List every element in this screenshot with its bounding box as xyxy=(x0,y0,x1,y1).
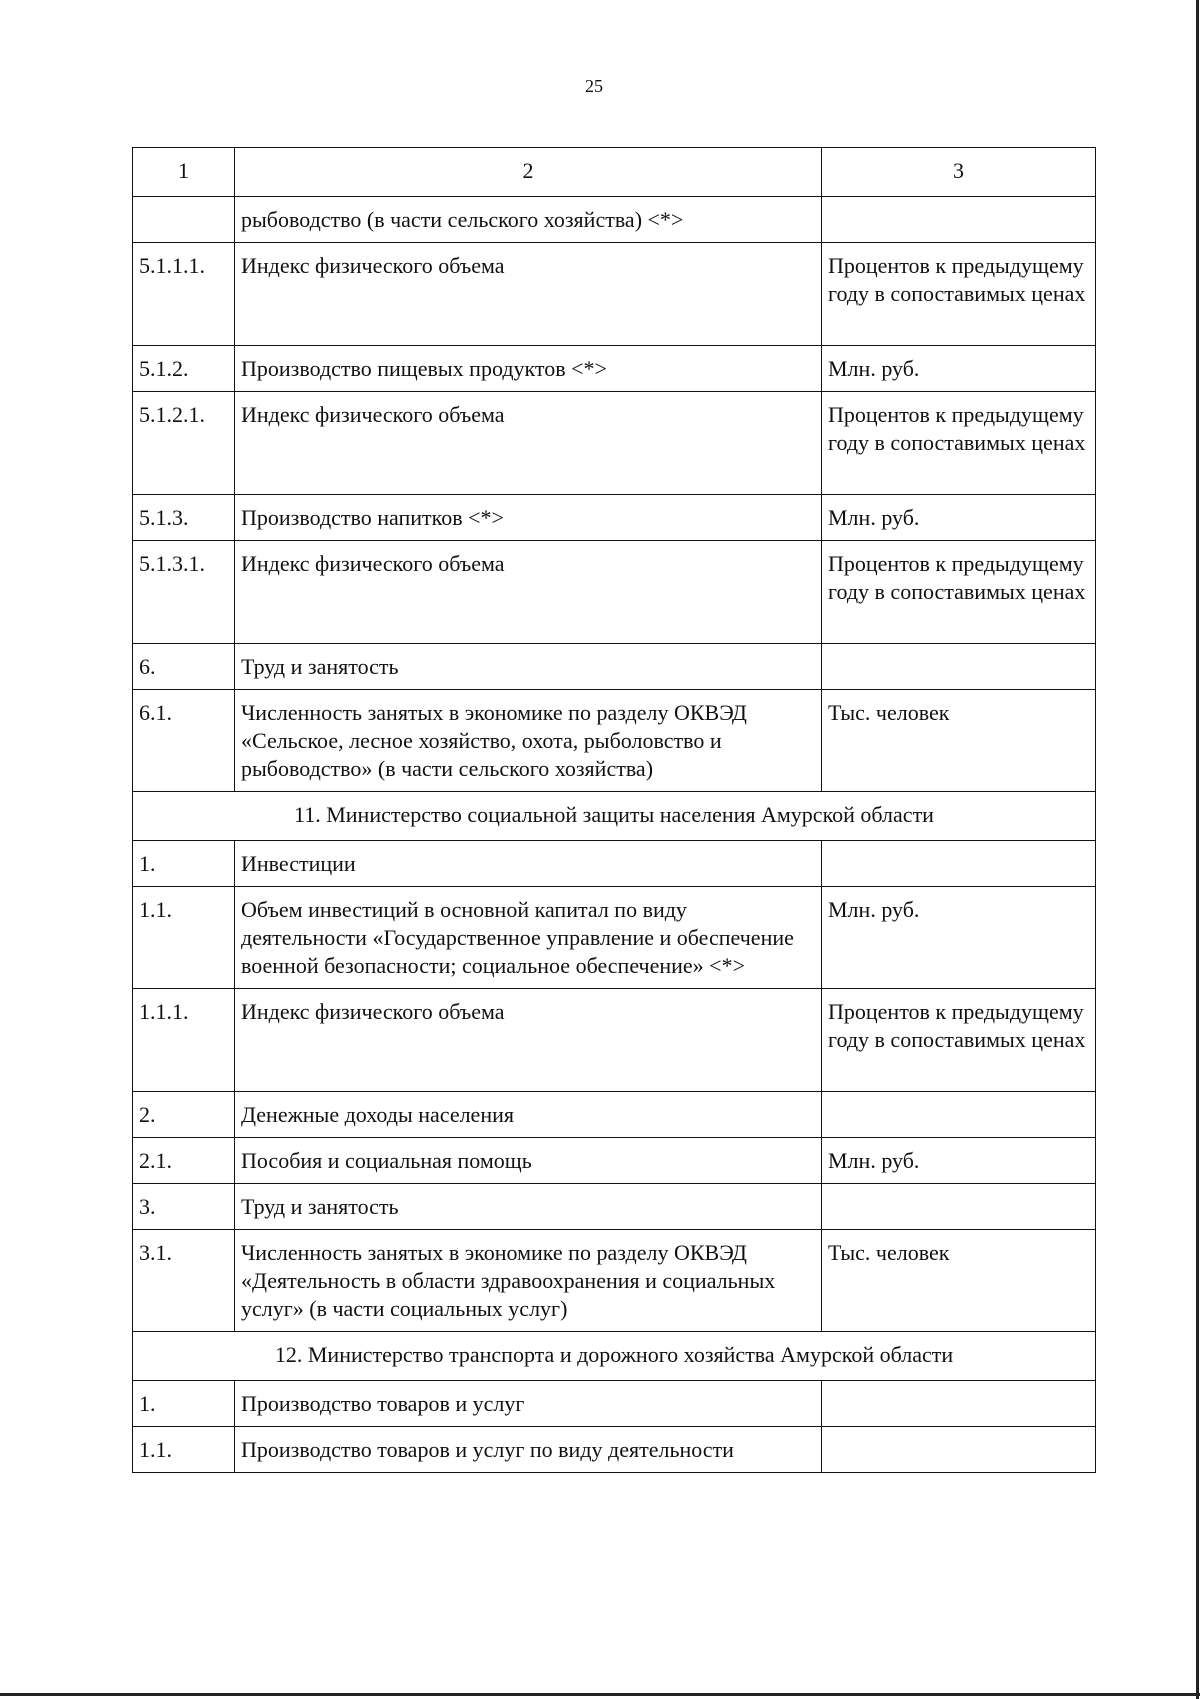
row-number: 5.1.2.1. xyxy=(133,392,235,495)
table-row xyxy=(133,392,1096,495)
row-number: 6.1. xyxy=(133,690,235,792)
row-number: 1. xyxy=(133,1381,235,1427)
row-indicator: Объем инвестиций в основной капитал по виду деятельности «Государственное управление и обеспечение военной безопасности; социальное обеспечение» <*> xyxy=(235,887,822,989)
scan-edge-right xyxy=(1196,0,1199,1699)
row-number: 1.1. xyxy=(133,1427,235,1473)
row-indicator: Денежные доходы населения xyxy=(235,1092,822,1138)
row-number: 6. xyxy=(133,644,235,690)
row-indicator: Производство товаров и услуг xyxy=(235,1381,822,1427)
header-col-1: 1 xyxy=(133,148,235,197)
row-unit xyxy=(822,1184,1096,1230)
table-row xyxy=(133,1138,1096,1184)
row-unit: Млн. руб. xyxy=(822,495,1096,541)
indicator-table xyxy=(132,147,1096,1473)
row-number: 2.1. xyxy=(133,1138,235,1184)
row-unit: Процентов к предыдущему году в сопоставимых ценах xyxy=(822,243,1096,346)
table-row xyxy=(133,495,1096,541)
table-row xyxy=(133,841,1096,887)
table-row xyxy=(133,644,1096,690)
table-header-row xyxy=(133,148,1096,197)
row-unit xyxy=(822,197,1096,243)
row-unit: Процентов к предыдущему году в сопоставимых ценах xyxy=(822,392,1096,495)
row-unit xyxy=(822,1427,1096,1473)
row-indicator: Индекс физического объема xyxy=(235,541,822,644)
row-unit xyxy=(822,841,1096,887)
scan-edge-bottom xyxy=(0,1693,1200,1696)
row-number: 5.1.3. xyxy=(133,495,235,541)
row-indicator: Производство напитков <*> xyxy=(235,495,822,541)
row-number: 5.1.2. xyxy=(133,346,235,392)
row-unit: Тыс. человек xyxy=(822,690,1096,792)
row-indicator: Численность занятых в экономике по разделу ОКВЭД «Деятельность в области здравоохранения и социальных услуг» (в части социальных услуг) xyxy=(235,1230,822,1332)
table-row xyxy=(133,1381,1096,1427)
row-unit: Млн. руб. xyxy=(822,346,1096,392)
section-heading: 11. Министерство социальной защиты населения Амурской области xyxy=(133,792,1096,841)
row-indicator: Пособия и социальная помощь xyxy=(235,1138,822,1184)
table-row xyxy=(133,1427,1096,1473)
table-row xyxy=(133,197,1096,243)
table-row xyxy=(133,690,1096,792)
row-unit: Тыс. человек xyxy=(822,1230,1096,1332)
table-row xyxy=(133,887,1096,989)
row-number: 5.1.1.1. xyxy=(133,243,235,346)
table-row xyxy=(133,1092,1096,1138)
table-row xyxy=(133,346,1096,392)
header-col-2: 2 xyxy=(235,148,822,197)
table-row xyxy=(133,1184,1096,1230)
row-indicator: рыбоводство (в части сельского хозяйства) <*> xyxy=(235,197,822,243)
header-col-3: 3 xyxy=(822,148,1096,197)
row-unit xyxy=(822,644,1096,690)
section-heading-row xyxy=(133,1332,1096,1381)
row-indicator: Труд и занятость xyxy=(235,1184,822,1230)
row-indicator: Производство пищевых продуктов <*> xyxy=(235,346,822,392)
row-indicator: Инвестиции xyxy=(235,841,822,887)
row-unit xyxy=(822,1092,1096,1138)
row-number: 1. xyxy=(133,841,235,887)
row-indicator: Численность занятых в экономике по разделу ОКВЭД «Сельское, лесное хозяйство, охота, рыболовство и рыбоводство» (в части сельского хозяйства) xyxy=(235,690,822,792)
row-indicator: Индекс физического объема xyxy=(235,989,822,1092)
row-number xyxy=(133,197,235,243)
row-number: 1.1.1. xyxy=(133,989,235,1092)
row-unit: Млн. руб. xyxy=(822,887,1096,989)
page-number: 25 xyxy=(585,76,603,96)
table-row xyxy=(133,541,1096,644)
row-number: 3. xyxy=(133,1184,235,1230)
table-row xyxy=(133,989,1096,1092)
table-row xyxy=(133,1230,1096,1332)
row-unit xyxy=(822,1381,1096,1427)
row-unit: Млн. руб. xyxy=(822,1138,1096,1184)
row-unit: Процентов к предыдущему году в сопоставимых ценах xyxy=(822,541,1096,644)
row-indicator: Труд и занятость xyxy=(235,644,822,690)
table-row xyxy=(133,243,1096,346)
row-indicator: Производство товаров и услуг по виду деятельности xyxy=(235,1427,822,1473)
row-number: 3.1. xyxy=(133,1230,235,1332)
section-heading: 12. Министерство транспорта и дорожного хозяйства Амурской области xyxy=(133,1332,1096,1381)
row-unit: Процентов к предыдущему году в сопоставимых ценах xyxy=(822,989,1096,1092)
row-indicator: Индекс физического объема xyxy=(235,243,822,346)
row-indicator: Индекс физического объема xyxy=(235,392,822,495)
row-number: 1.1. xyxy=(133,887,235,989)
row-number: 5.1.3.1. xyxy=(133,541,235,644)
row-number: 2. xyxy=(133,1092,235,1138)
section-heading-row xyxy=(133,792,1096,841)
